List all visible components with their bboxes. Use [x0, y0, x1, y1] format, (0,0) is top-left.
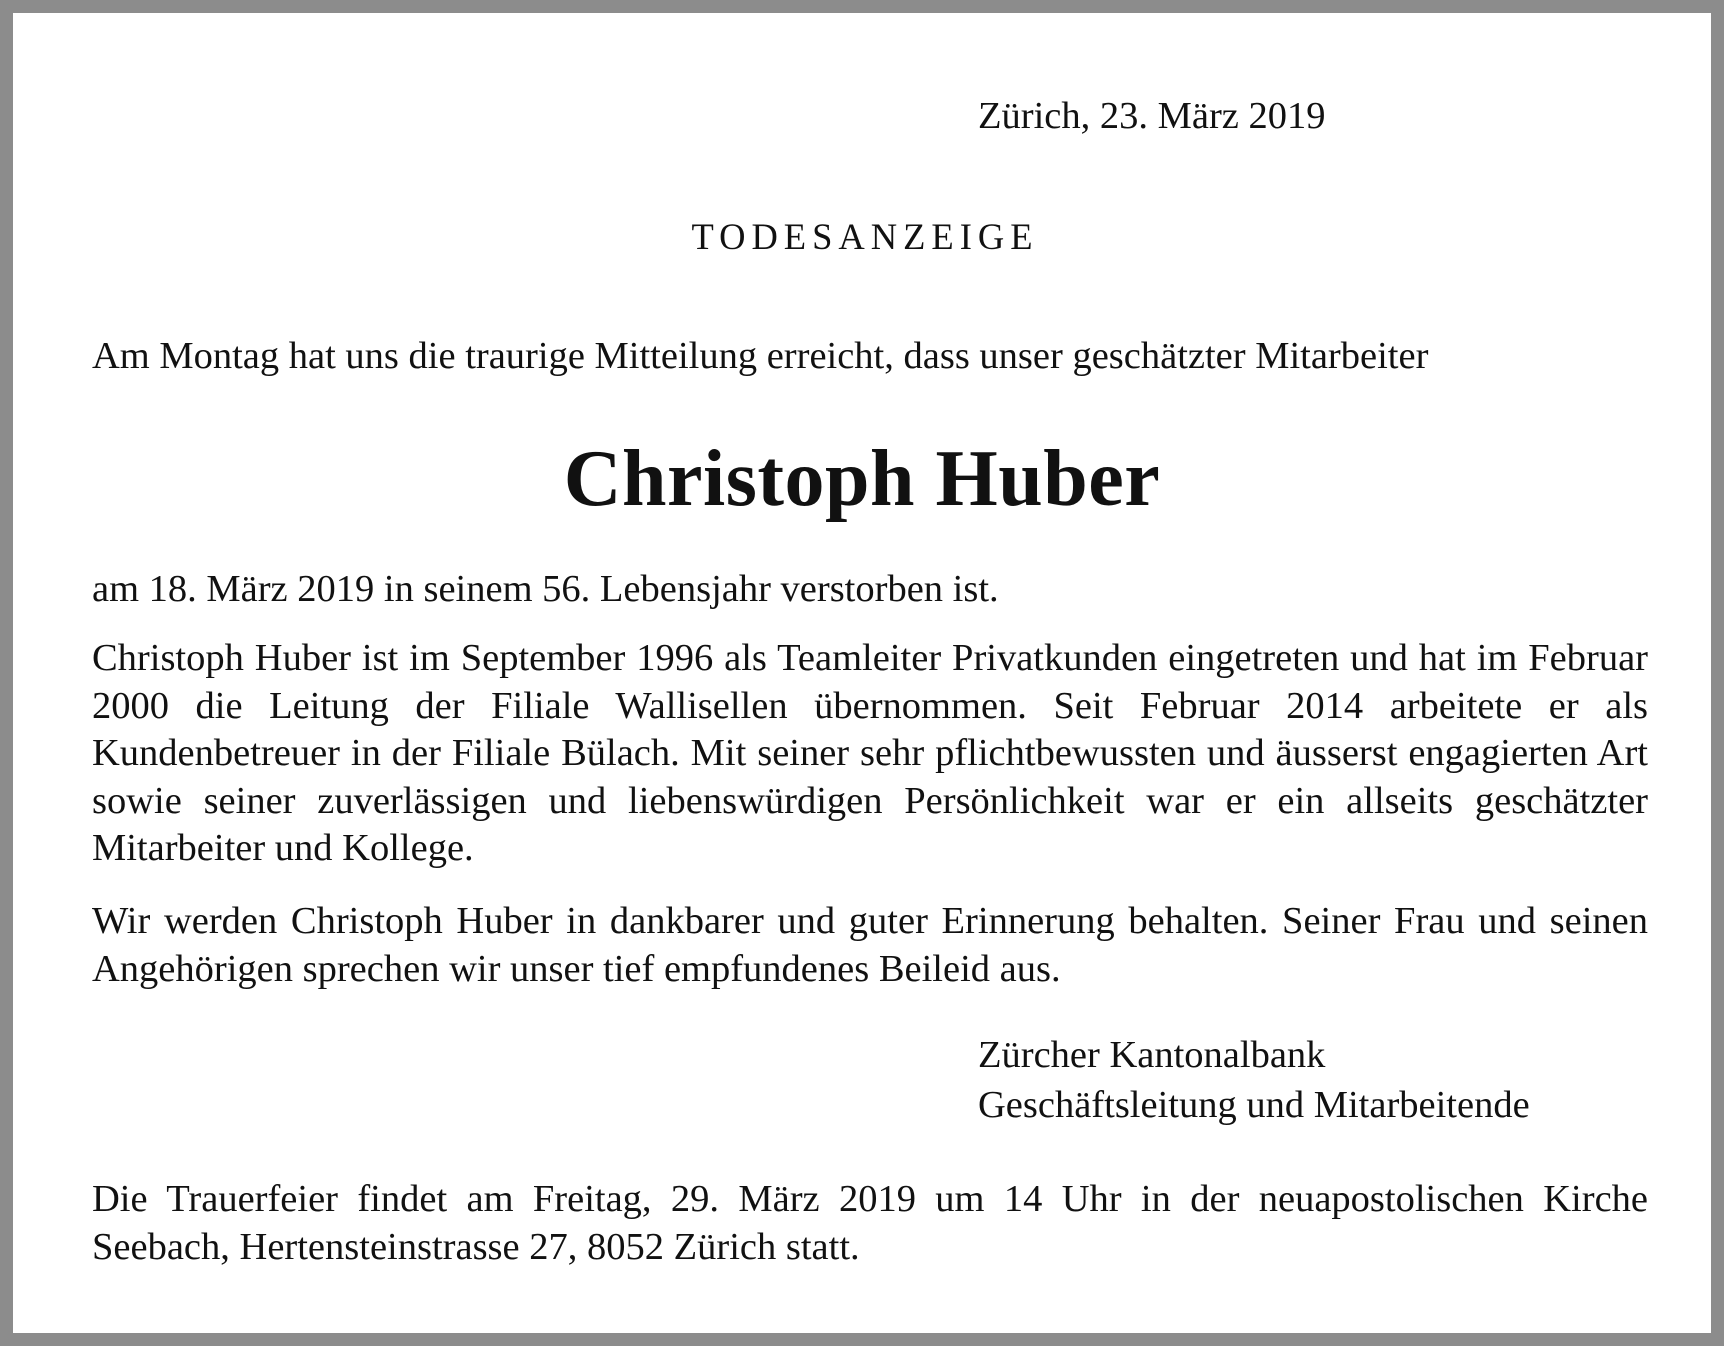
death-notice-page [13, 13, 1711, 1333]
place-date: Zürich, 23. März 2019 [978, 95, 1326, 137]
paragraph-condolences: Wir werden Christoph Huber in dankbarer und guter Erinnerung behalten. Seiner Frau und seinen Angehörigen sprechen wir unser tief empfundenes Beileid aus. [92, 900, 1648, 990]
signature-department: Geschäftsleitung und Mitarbeitende [978, 1084, 1530, 1126]
paragraph-funeral-service: Die Trauerfeier findet am Freitag, 29. März 2019 um 14 Uhr in der neuapostolischen Kirche Seebach, Hertensteinstrasse 27, 8052 Zürich statt. [92, 1178, 1648, 1268]
intro-line: Am Montag hat uns die traurige Mitteilung erreicht, dass unser geschätzter Mitarbeiter [92, 335, 1429, 377]
notice-heading: TODESANZEIGE [691, 216, 1039, 257]
paragraph-career: Christoph Huber ist im September 1996 als Teamleiter Privatkunden eingetreten und hat im Februar 2000 die Leitung der Filiale Wallisellen übernommen. Seit Februar 2014 arbeitete er als Kundenbetreuer in der Filiale Bülach. Mit seiner sehr pflichtbewussten und äusserst engagierten Art sowie seiner zuverlässigen und liebenswürdigen Persönlichkeit war er ein allseits geschätzter Mitarbeiter und Kollege. [92, 637, 1648, 869]
signature-organization: Zürcher Kantonalbank [978, 1034, 1326, 1076]
paragraph-death-date: am 18. März 2019 in seinem 56. Lebensjahr verstorben ist. [92, 568, 999, 610]
signature-block [978, 1030, 1530, 1130]
deceased-name: Christoph Huber [563, 435, 1161, 523]
